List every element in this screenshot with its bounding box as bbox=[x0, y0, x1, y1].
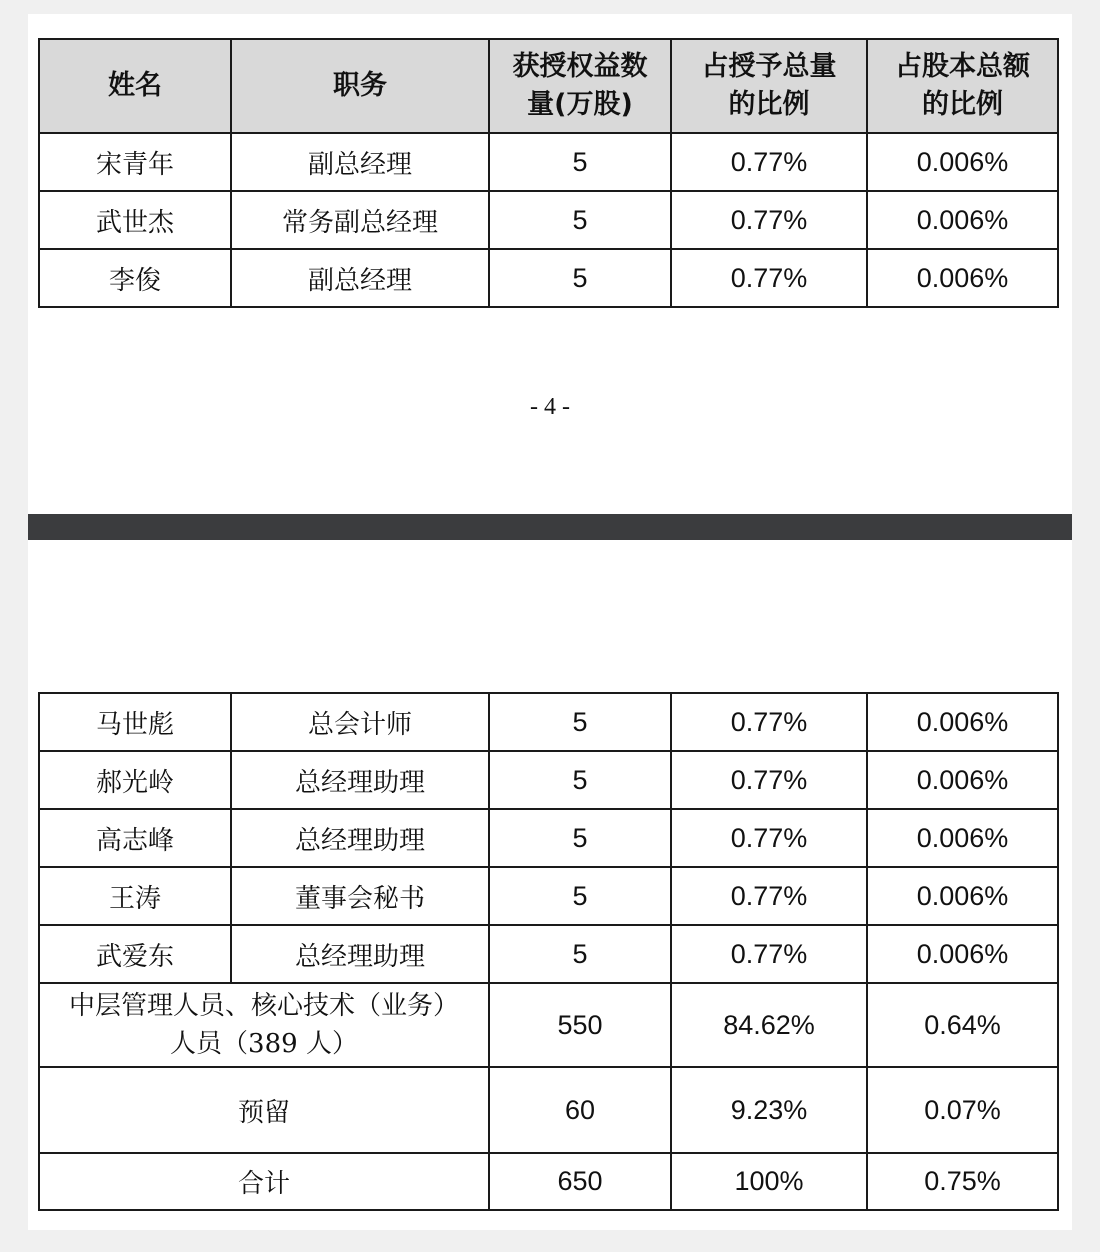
header-grant-ratio bbox=[671, 39, 867, 133]
header-capital-ratio bbox=[867, 39, 1058, 133]
document-page-5 bbox=[28, 540, 1072, 1230]
cell-name: 宋青年 bbox=[39, 133, 231, 191]
cell-capital-ratio: 0.006% bbox=[867, 867, 1058, 925]
page-separator bbox=[28, 514, 1072, 540]
cell-shares: 550 bbox=[489, 983, 671, 1067]
cell-capital-ratio: 0.006% bbox=[867, 925, 1058, 983]
header-capital-ratio-line-1: 占股本总额 bbox=[895, 51, 1030, 82]
header-capital-ratio-line-2: 的比例 bbox=[922, 89, 1003, 120]
table-row bbox=[39, 751, 1058, 809]
page-number: - 4 - bbox=[530, 394, 570, 420]
cell-shares: 5 bbox=[489, 751, 671, 809]
middle-management-label-line-2: 人员（389 人） bbox=[170, 1029, 358, 1059]
table-row bbox=[39, 809, 1058, 867]
cell-name: 武爱东 bbox=[39, 925, 231, 983]
table-row bbox=[39, 133, 1058, 191]
cell-capital-ratio: 0.75% bbox=[867, 1153, 1058, 1210]
cell-shares: 5 bbox=[489, 191, 671, 249]
cell-shares: 5 bbox=[489, 249, 671, 307]
header-grant-ratio-line-2: 的比例 bbox=[728, 89, 810, 120]
table-row bbox=[39, 249, 1058, 307]
cell-shares: 5 bbox=[489, 867, 671, 925]
cell-shares: 5 bbox=[489, 809, 671, 867]
allocation-table-part-2 bbox=[38, 692, 1059, 1211]
cell-grant-ratio: 0.77% bbox=[671, 867, 867, 925]
cell-shares: 650 bbox=[489, 1153, 671, 1210]
cell-grant-ratio: 0.77% bbox=[671, 809, 867, 867]
cell-name: 武世杰 bbox=[39, 191, 231, 249]
cell-position: 总经理助理 bbox=[231, 751, 489, 809]
table-row bbox=[39, 925, 1058, 983]
header-shares-line-1: 获授权益数 bbox=[512, 51, 648, 82]
cell-capital-ratio: 0.006% bbox=[867, 191, 1058, 249]
cell-grant-ratio: 9.23% bbox=[671, 1067, 867, 1153]
cell-grant-ratio: 0.77% bbox=[671, 925, 867, 983]
reserved-row bbox=[39, 1067, 1058, 1153]
cell-capital-ratio: 0.64% bbox=[867, 983, 1058, 1067]
cell-position: 副总经理 bbox=[231, 133, 489, 191]
cell-grant-ratio: 0.77% bbox=[671, 249, 867, 307]
table-header-row bbox=[39, 39, 1058, 133]
cell-capital-ratio: 0.006% bbox=[867, 693, 1058, 751]
cell-capital-ratio: 0.07% bbox=[867, 1067, 1058, 1153]
header-name: 姓名 bbox=[39, 39, 231, 133]
cell-grant-ratio: 0.77% bbox=[671, 751, 867, 809]
cell-position: 副总经理 bbox=[231, 249, 489, 307]
total-row bbox=[39, 1153, 1058, 1210]
cell-position: 常务副总经理 bbox=[231, 191, 489, 249]
cell-shares: 5 bbox=[489, 693, 671, 751]
cell-shares: 5 bbox=[489, 133, 671, 191]
cell-shares: 5 bbox=[489, 925, 671, 983]
cell-grant-ratio: 100% bbox=[671, 1153, 867, 1210]
middle-management-label bbox=[39, 983, 489, 1067]
cell-capital-ratio: 0.006% bbox=[867, 751, 1058, 809]
cell-position: 总经理助理 bbox=[231, 809, 489, 867]
cell-capital-ratio: 0.006% bbox=[867, 133, 1058, 191]
cell-capital-ratio: 0.006% bbox=[867, 249, 1058, 307]
cell-position: 总经理助理 bbox=[231, 925, 489, 983]
header-shares bbox=[489, 39, 671, 133]
cell-position: 董事会秘书 bbox=[231, 867, 489, 925]
reserved-label: 预留 bbox=[39, 1067, 489, 1153]
table-row bbox=[39, 867, 1058, 925]
cell-grant-ratio: 0.77% bbox=[671, 133, 867, 191]
cell-name: 李俊 bbox=[39, 249, 231, 307]
cell-name: 马世彪 bbox=[39, 693, 231, 751]
cell-name: 王涛 bbox=[39, 867, 231, 925]
cell-grant-ratio: 0.77% bbox=[671, 693, 867, 751]
document-page-4 bbox=[28, 14, 1072, 514]
cell-name: 郝光岭 bbox=[39, 751, 231, 809]
cell-position: 总会计师 bbox=[231, 693, 489, 751]
table-row bbox=[39, 693, 1058, 751]
middle-management-row bbox=[39, 983, 1058, 1067]
allocation-table-part-1 bbox=[38, 38, 1059, 308]
cell-grant-ratio: 84.62% bbox=[671, 983, 867, 1067]
header-grant-ratio-line-1: 占授予总量 bbox=[701, 51, 837, 82]
header-shares-line-2: 量(万股) bbox=[527, 89, 633, 120]
cell-name: 高志峰 bbox=[39, 809, 231, 867]
table-row bbox=[39, 191, 1058, 249]
cell-capital-ratio: 0.006% bbox=[867, 809, 1058, 867]
cell-shares: 60 bbox=[489, 1067, 671, 1153]
cell-grant-ratio: 0.77% bbox=[671, 191, 867, 249]
total-label: 合计 bbox=[39, 1153, 489, 1210]
header-position: 职务 bbox=[231, 39, 489, 133]
middle-management-label-line-1: 中层管理人员、核心技术（业务） bbox=[68, 991, 459, 1021]
